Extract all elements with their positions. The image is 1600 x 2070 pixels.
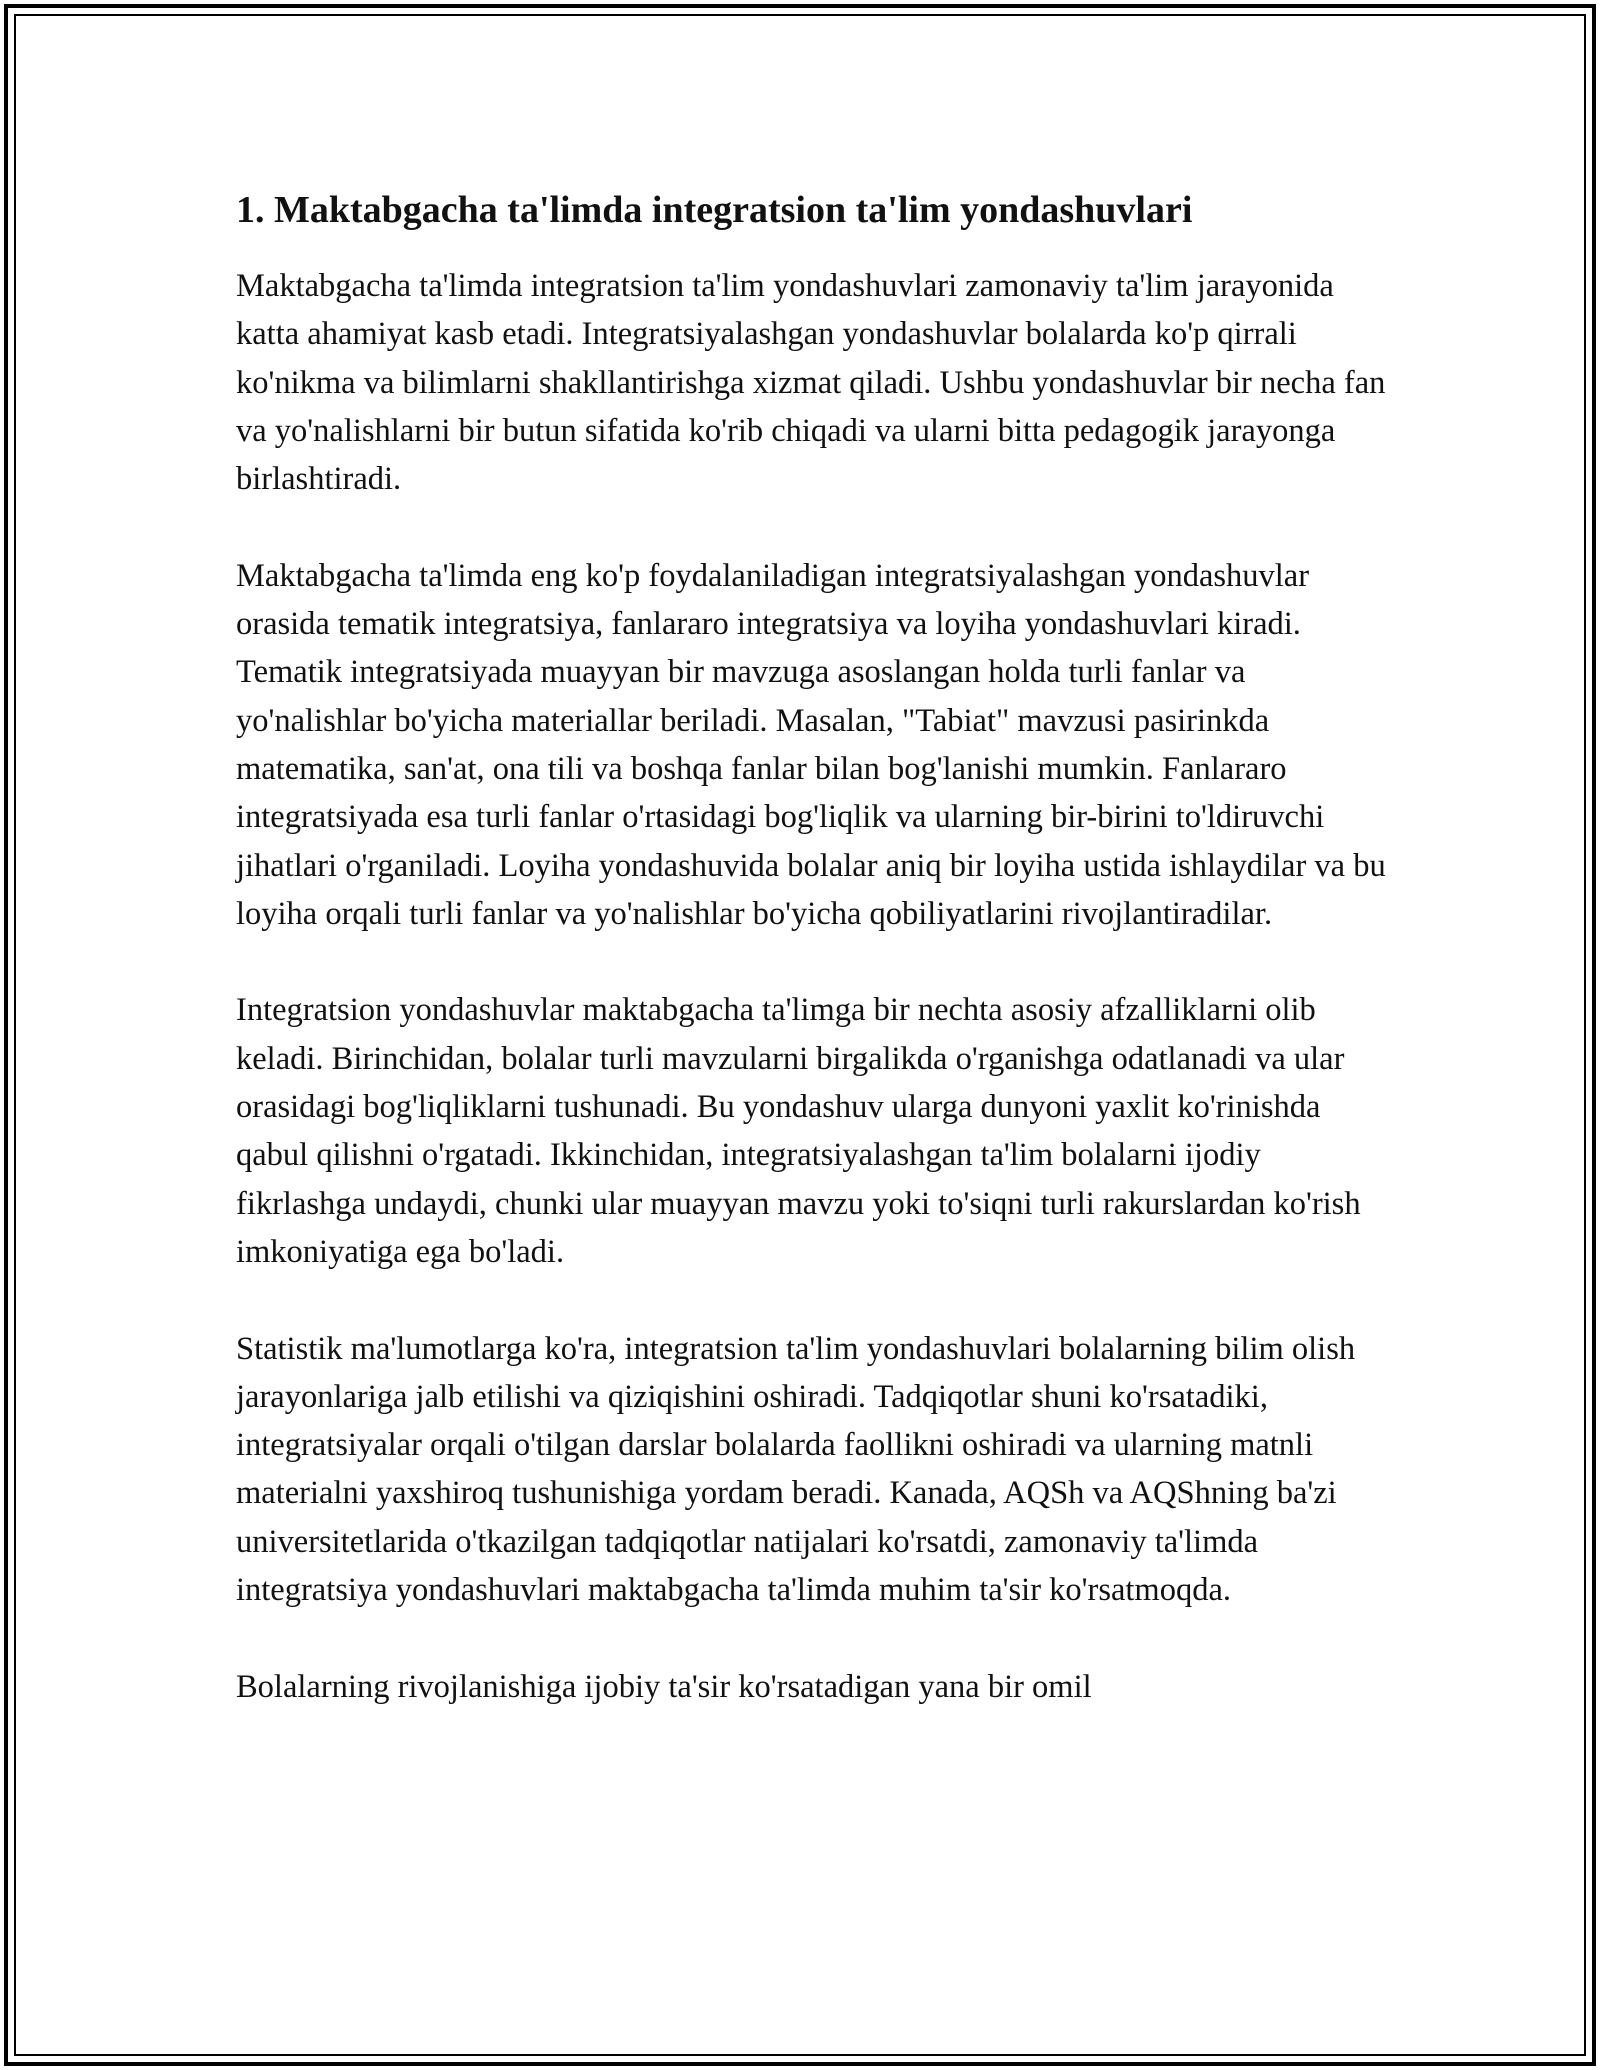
paragraph-advantages: Integratsion yondashuvlar maktabgacha ta'limga bir nechta asosiy afzalliklarni olib keladi. Birinchidan, bolalar turli mavzularni birgalikda o'rganishga odatlanadi va ular orasidagi bog'liqliklarni tushunadi. Bu yondashuv ularga dunyoni yaxlit ko'rinishda qabul qilishni o'rgatadi. Ikkinchidan, integratsiyalashgan ta'lim bolalarni ijodiy fikrlashga undaydi, chunki ular muayyan mavzu yoki to'siqni turli rakurslardan ko'rish imkoniyatiga ega bo'ladi. — [236, 992, 1361, 1270]
paragraph-statistics: Statistik ma'lumotlarga ko'ra, integratsion ta'lim yondashuvlari bolalarning bilim olish jarayonlariga jalb etilishi va qiziqishini oshiradi. Tadqiqotlar shuni ko'rsatadiki, integratsiyalar orqali o'tilgan darslar bolalarda faollikni oshiradi va ularning matnli materialni yaxshiroq tushunishiga yordam beradi. Kanada, AQSh va AQShning ba'zi universitetlarida o'tkazilgan tadqiqotlar natijalari ko'rsatdi, zamonaviy ta'limda integratsiya yondashuvlari maktabgacha ta'limda muhim ta'sir ko'rsatmoqda. — [236, 1330, 1356, 1609]
document-body — [236, 186, 1386, 1759]
section-heading: 1. Maktabgacha ta'limda integratsion ta'lim yondashuvlari — [236, 189, 1193, 231]
paragraph-continuation: Bolalarning rivojlanishiga ijobiy ta'sir ko'rsatadigan yana bir omil — [236, 1668, 1092, 1705]
paragraph-intro: Maktabgacha ta'limda integratsion ta'lim yondashuvlari zamonaviy ta'lim jarayonida katta ahamiyat kasb etadi. Integratsiyalashgan yondashuvlar bolalarda ko'p qirrali ko'nikma va bilimlarni shakllantirishga xizmat qiladi. Ushbu yondashuvlar bir necha fan va yo'nalishlarni bir butun sifatida ko'rib chiqadi va ularni bitta pedagogik jarayonga birlashtiradi. — [236, 268, 1386, 498]
paragraph-approaches: Maktabgacha ta'limda eng ko'p foydalaniladigan integratsiyalashgan yondashuvlar orasida tematik integratsiya, fanlararo integratsiya va loyiha yondashuvlari kiradi. Tematik integratsiyada muayyan bir mavzuga asoslangan holda turli fanlar va yo'nalishlar bo'yicha materiallar beriladi. Masalan, "Tabiat" mavzusi pasirinkda matematika, san'at, ona tili va boshqa fanlar bilan bog'lanishi mumkin. Fanlararo integratsiyada esa turli fanlar o'rtasidagi bog'liqlik va ularning bir-birini to'ldiruvchi jihatlari o'rganiladi. Loyiha yondashuvida bolalar aniq bir loyiha ustida ishlaydilar va bu loyiha orqali turli fanlar va yo'nalishlar bo'yicha qobiliyatlarini rivojlantiradilar. — [236, 557, 1386, 932]
